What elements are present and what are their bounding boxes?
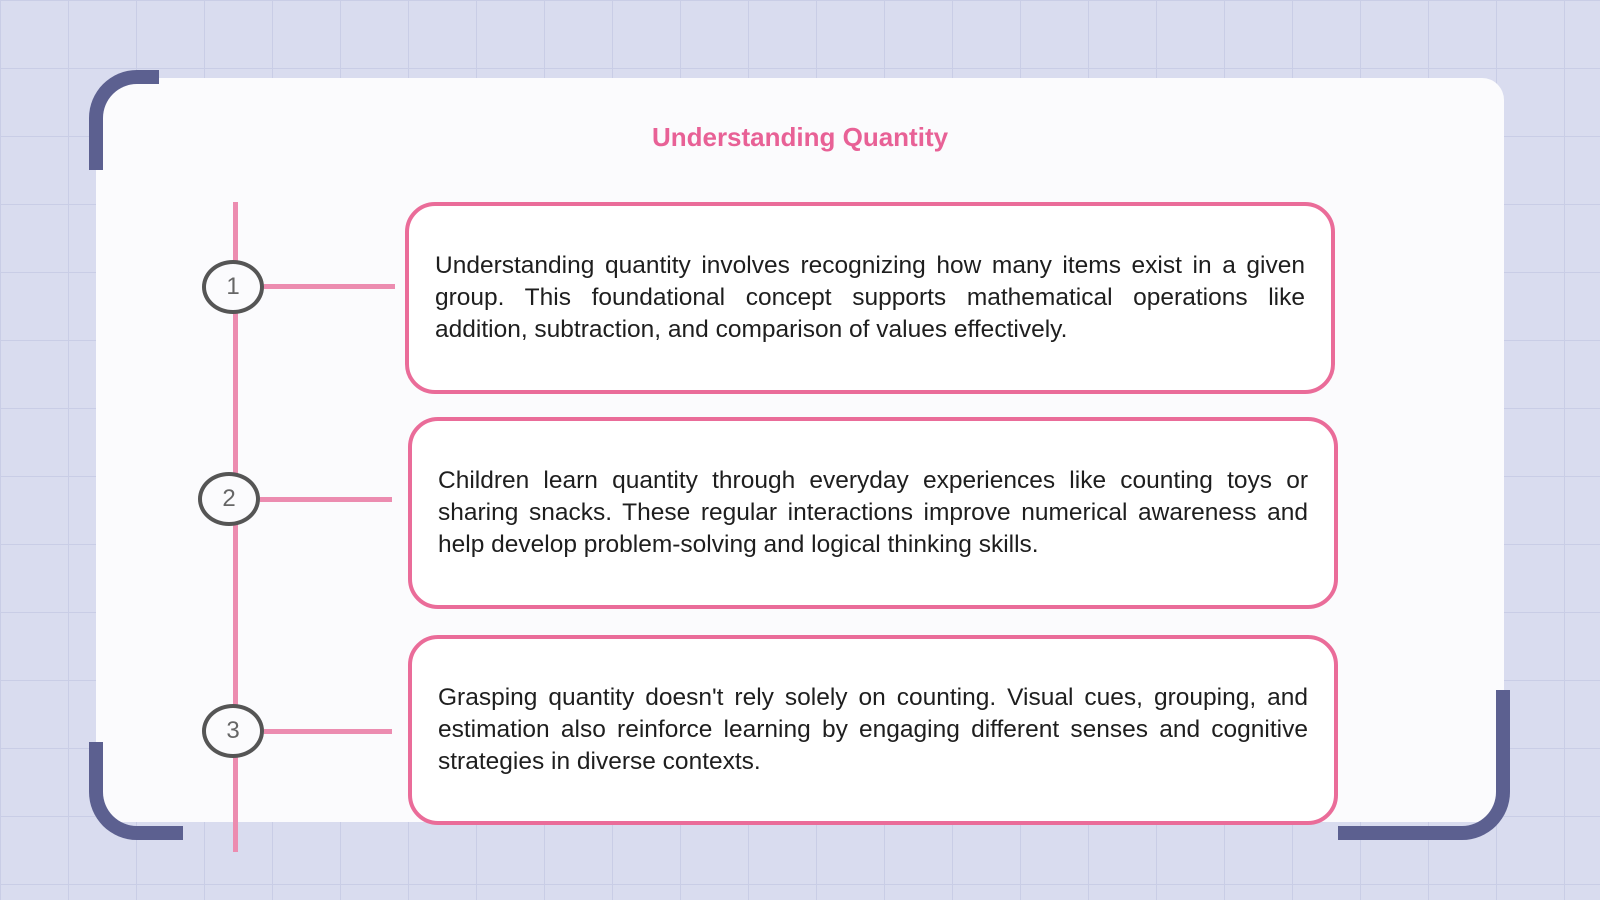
- step-number-3: 3: [202, 704, 264, 758]
- connector-3: [264, 729, 392, 734]
- step-number-1: 1: [202, 260, 264, 314]
- connector-1: [264, 284, 395, 289]
- text-box-1: [405, 202, 1335, 394]
- connector-2: [260, 497, 392, 502]
- slide-title: Understanding Quantity: [651, 122, 949, 152]
- text-box-3: [408, 635, 1338, 825]
- corner-bracket-top-left: [89, 70, 159, 170]
- text-box-1-text: Understanding quantity involves recognizing how many items exist in a given group. This foundational concept supports mathematical operations like addition, subtraction, and comparison of values effectively.: [435, 252, 1305, 343]
- text-box-2-text: Children learn quantity through everyday experiences like counting toys or sharing snacks. These regular interactions improve numerical awareness and help develop problem-solving and logical thinking skills.: [438, 467, 1308, 558]
- text-box-3-text: Grasping quantity doesn't rely solely on counting. Visual cues, grouping, and estimation also reinforce learning by engaging different senses and cognitive strategies in diverse contexts.: [438, 684, 1308, 775]
- step-number-2: 2: [198, 472, 260, 526]
- corner-bracket-bottom-left: [89, 742, 183, 840]
- text-box-2: [408, 417, 1338, 609]
- corner-bracket-bottom-right: [1338, 690, 1510, 840]
